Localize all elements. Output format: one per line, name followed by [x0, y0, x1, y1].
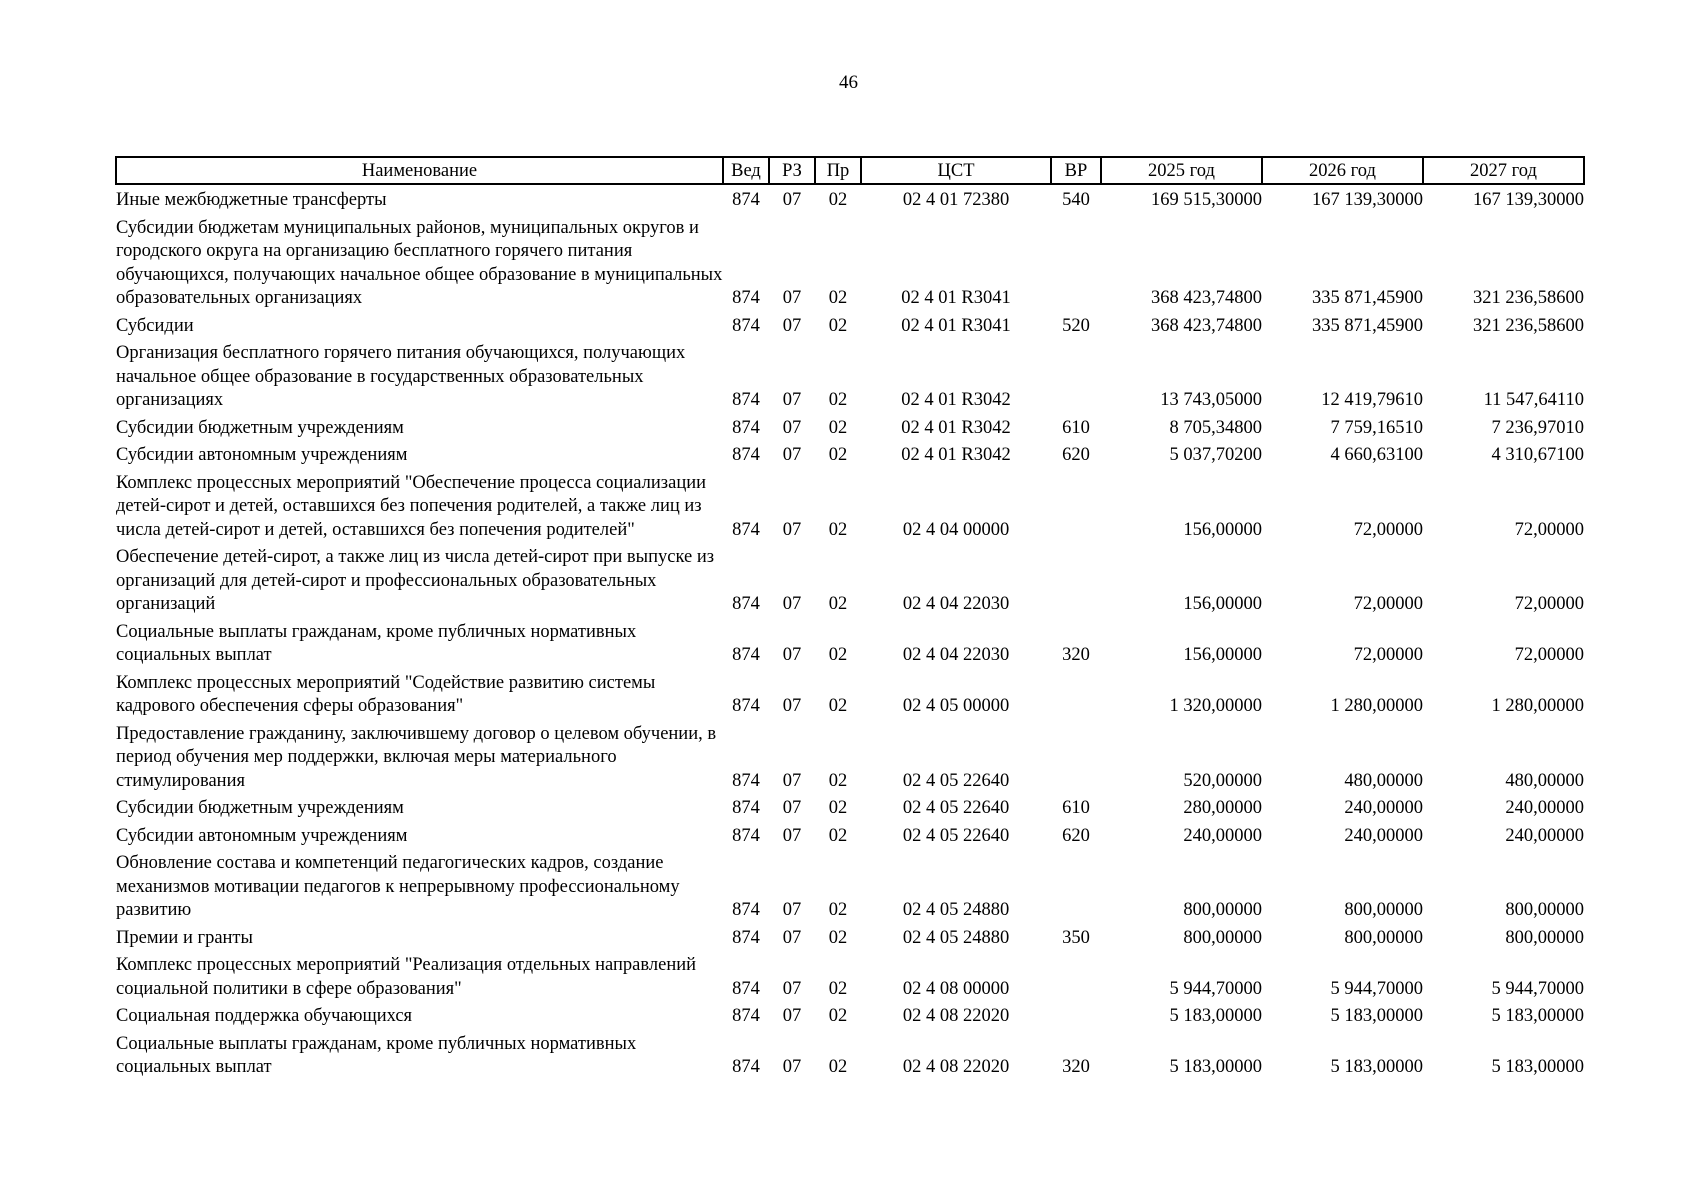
cell-ved: 874	[732, 1006, 760, 1026]
cell-name: Субсидии бюджетам муниципальных районов, муниципальных округов и городского округа на организацию бесплатного горячего питания обучающихся, получающих начальное общее образование в муниципальных образовательных организациях	[116, 217, 723, 308]
cell-pr: 02	[828, 1006, 848, 1026]
cell-pr: 02	[828, 900, 848, 920]
cell-vr	[1051, 954, 1101, 1005]
cell-rz: 07	[782, 927, 802, 948]
table-row	[116, 852, 1584, 927]
cell-vr: 520	[1062, 315, 1090, 336]
cell-vr	[1051, 472, 1101, 547]
cell-pr: 02	[828, 594, 848, 614]
cell-2026: 5 183,00000	[1330, 1057, 1423, 1077]
cell-2027: 321 236,58600	[1473, 288, 1584, 308]
table-row	[116, 1033, 1584, 1084]
cell-2025: 156,00000	[1183, 645, 1262, 665]
cell-2026: 335 871,45900	[1312, 288, 1423, 308]
cell-2027: 800,00000	[1505, 900, 1584, 920]
cell-rz: 07	[782, 696, 802, 716]
cell-2026: 800,00000	[1344, 900, 1423, 920]
cell-rz: 07	[782, 315, 802, 336]
cell-2027: 7 236,97010	[1491, 417, 1584, 438]
cell-pr: 02	[828, 770, 848, 791]
cell-cst: 02 4 08 22020	[902, 1006, 1010, 1026]
cell-vr: 620	[1062, 825, 1090, 846]
cell-name: Субсидии автономным учреждениям	[116, 445, 408, 465]
cell-2025: 8 705,34800	[1169, 417, 1262, 438]
cell-cst: 02 4 05 24880	[902, 900, 1010, 920]
cell-name: Субсидии бюджетным учреждениям	[116, 798, 404, 818]
cell-ved: 874	[732, 445, 760, 465]
cell-2027: 5 183,00000	[1491, 1057, 1584, 1077]
cell-2026: 72,00000	[1353, 519, 1423, 540]
cell-2027: 800,00000	[1505, 927, 1584, 948]
table-row	[116, 621, 1584, 672]
cell-2027: 72,00000	[1514, 594, 1584, 614]
cell-vr: 320	[1062, 1057, 1090, 1077]
cell-pr: 02	[828, 798, 848, 818]
cell-2025: 368 423,74800	[1151, 288, 1262, 308]
table-row	[116, 342, 1584, 417]
cell-name: Социальные выплаты гражданам, кроме публичных нормативных социальных выплат	[116, 621, 637, 665]
cell-ved: 874	[732, 417, 760, 438]
table-header-row	[116, 157, 1584, 184]
cell-name: Иные межбюджетные трансферты	[116, 190, 387, 210]
budget-table	[115, 156, 1585, 1084]
cell-pr: 02	[828, 645, 848, 665]
table-row	[116, 954, 1584, 1005]
cell-cst: 02 4 01 R3041	[901, 315, 1011, 336]
cell-vr	[1051, 342, 1101, 417]
cell-pr: 02	[828, 445, 848, 465]
table-body	[116, 184, 1584, 1084]
cell-2027: 72,00000	[1514, 645, 1584, 665]
cell-vr: 610	[1062, 798, 1090, 818]
table-row	[116, 184, 1584, 217]
cell-pr: 02	[828, 978, 848, 999]
cell-pr: 02	[828, 390, 848, 410]
table-row	[116, 217, 1584, 315]
cell-rz: 07	[782, 594, 802, 614]
cell-rz: 07	[782, 798, 802, 818]
cell-cst: 02 4 05 22640	[902, 798, 1010, 818]
cell-2027: 4 310,67100	[1491, 445, 1584, 465]
cell-vr: 620	[1062, 445, 1090, 465]
cell-cst: 02 4 05 00000	[902, 696, 1010, 716]
cell-ved: 874	[732, 390, 760, 410]
table-row	[116, 723, 1584, 798]
header-2027: 2027 год	[1423, 157, 1584, 184]
cell-2026: 335 871,45900	[1312, 315, 1423, 336]
cell-2026: 1 280,00000	[1330, 696, 1423, 716]
cell-cst: 02 4 05 22640	[902, 825, 1010, 846]
cell-vr	[1051, 723, 1101, 798]
cell-vr: 350	[1062, 927, 1090, 948]
table-row	[116, 417, 1584, 445]
header-pr: Пр	[815, 157, 861, 184]
cell-2027: 1 280,00000	[1491, 696, 1584, 716]
cell-2027: 5 944,70000	[1491, 978, 1584, 999]
cell-ved: 874	[732, 1057, 760, 1077]
cell-rz: 07	[782, 825, 802, 846]
cell-name: Субсидии автономным учреждениям	[116, 825, 408, 846]
cell-ved: 874	[732, 978, 760, 999]
table-row	[116, 315, 1584, 343]
cell-2026: 240,00000	[1344, 798, 1423, 818]
cell-rz: 07	[782, 288, 802, 308]
cell-pr: 02	[828, 288, 848, 308]
cell-pr: 02	[828, 417, 848, 438]
table-row	[116, 444, 1584, 472]
cell-cst: 02 4 08 00000	[902, 978, 1010, 999]
cell-2025: 5 183,00000	[1169, 1057, 1262, 1077]
cell-name: Обеспечение детей-сирот, а также лиц из числа детей-сирот при выпуске из организаций для детей-сирот и профессиональных образовательных организаций	[116, 547, 715, 614]
cell-vr: 610	[1062, 417, 1090, 438]
cell-rz: 07	[782, 1006, 802, 1026]
cell-2025: 280,00000	[1183, 798, 1262, 818]
cell-name: Премии и гранты	[116, 927, 253, 948]
cell-rz: 07	[782, 1057, 802, 1077]
cell-ved: 874	[732, 927, 760, 948]
header-ved: Вед	[723, 157, 769, 184]
page-number: 46	[839, 72, 858, 93]
table-row	[116, 797, 1584, 825]
header-rz: РЗ	[769, 157, 815, 184]
cell-name: Комплекс процессных мероприятий "Обеспечение процесса социализации детей-сирот и детей, оставшихся без попечения родителей, а также лиц из числа детей-сирот и детей, оставшихся без попечения родителей"	[116, 472, 707, 540]
cell-cst: 02 4 01 R3041	[901, 288, 1011, 308]
cell-2026: 5 944,70000	[1330, 978, 1423, 999]
cell-2025: 5 944,70000	[1169, 978, 1262, 999]
cell-ved: 874	[732, 288, 760, 308]
cell-rz: 07	[782, 390, 802, 410]
cell-rz: 07	[782, 900, 802, 920]
cell-pr: 02	[828, 825, 848, 846]
cell-cst: 02 4 05 24880	[902, 927, 1010, 948]
header-vr: ВР	[1051, 157, 1101, 184]
cell-pr: 02	[828, 190, 848, 210]
cell-2027: 5 183,00000	[1491, 1006, 1584, 1026]
cell-ved: 874	[732, 696, 760, 716]
cell-vr	[1051, 1005, 1101, 1033]
cell-name: Обновление состава и компетенций педагогических кадров, создание механизмов мотивации педагогов к непрерывному профессиональному развитию	[116, 853, 680, 920]
table-row	[116, 1005, 1584, 1033]
cell-pr: 02	[828, 696, 848, 716]
table-row	[116, 472, 1584, 547]
cell-2026: 12 419,79610	[1321, 390, 1423, 410]
cell-name: Социальные выплаты гражданам, кроме публичных нормативных социальных выплат	[116, 1033, 637, 1077]
cell-vr	[1051, 546, 1101, 621]
cell-2025: 169 515,30000	[1151, 190, 1262, 210]
cell-ved: 874	[732, 645, 760, 665]
header-2026: 2026 год	[1262, 157, 1423, 184]
cell-cst: 02 4 05 22640	[902, 770, 1010, 791]
cell-2025: 368 423,74800	[1151, 315, 1262, 336]
table-row	[116, 927, 1584, 955]
cell-2025: 800,00000	[1183, 927, 1262, 948]
table-row	[116, 546, 1584, 621]
cell-2027: 240,00000	[1505, 825, 1584, 846]
cell-cst: 02 4 08 22020	[902, 1057, 1010, 1077]
cell-2026: 480,00000	[1344, 770, 1423, 791]
cell-name: Организация бесплатного горячего питания обучающихся, получающих начальное общее образование в государственных образовательных организациях	[116, 343, 686, 410]
cell-cst: 02 4 04 00000	[902, 519, 1010, 540]
cell-name: Субсидии	[116, 315, 194, 336]
cell-2025: 240,00000	[1183, 825, 1262, 846]
cell-2027: 72,00000	[1514, 519, 1584, 540]
cell-pr: 02	[828, 927, 848, 948]
cell-name: Предоставление гражданину, заключившему договор о целевом обучении, в период обучения мер поддержки, включая меры материального стимулирования	[116, 723, 717, 791]
cell-2027: 480,00000	[1505, 770, 1584, 791]
cell-ved: 874	[732, 519, 760, 540]
cell-ved: 874	[732, 900, 760, 920]
cell-vr	[1051, 852, 1101, 927]
table-row	[116, 672, 1584, 723]
cell-vr	[1051, 672, 1101, 723]
cell-2027: 321 236,58600	[1473, 315, 1584, 336]
cell-name: Комплекс процессных мероприятий "Реализация отдельных направлений социальной политики в сфере образования"	[116, 955, 697, 999]
cell-vr: 540	[1062, 190, 1090, 210]
cell-name: Комплекс процессных мероприятий "Содействие развитию системы кадрового обеспечения сферы образования"	[116, 672, 656, 716]
cell-2025: 520,00000	[1183, 770, 1262, 791]
cell-pr: 02	[828, 519, 848, 540]
cell-2026: 240,00000	[1344, 825, 1423, 846]
cell-2025: 5 037,70200	[1169, 445, 1262, 465]
cell-ved: 874	[732, 594, 760, 614]
cell-2025: 13 743,05000	[1160, 390, 1262, 410]
cell-2025: 800,00000	[1183, 900, 1262, 920]
cell-ved: 874	[732, 315, 760, 336]
cell-rz: 07	[782, 417, 802, 438]
cell-rz: 07	[782, 190, 802, 210]
cell-2026: 167 139,30000	[1312, 190, 1423, 210]
cell-ved: 874	[732, 770, 760, 791]
cell-ved: 874	[732, 825, 760, 846]
cell-vr: 320	[1062, 645, 1090, 665]
cell-2026: 800,00000	[1344, 927, 1423, 948]
header-name: Наименование	[116, 157, 723, 184]
cell-2025: 5 183,00000	[1169, 1006, 1262, 1026]
cell-2027: 11 547,64110	[1483, 390, 1584, 410]
cell-2027: 167 139,30000	[1473, 190, 1584, 210]
cell-cst: 02 4 01 72380	[902, 190, 1010, 210]
cell-2026: 72,00000	[1353, 594, 1423, 614]
cell-pr: 02	[828, 315, 848, 336]
cell-rz: 07	[782, 645, 802, 665]
cell-2025: 156,00000	[1183, 594, 1262, 614]
cell-rz: 07	[782, 978, 802, 999]
cell-cst: 02 4 04 22030	[902, 645, 1010, 665]
cell-cst: 02 4 04 22030	[902, 594, 1010, 614]
cell-cst: 02 4 01 R3042	[901, 390, 1011, 410]
cell-cst: 02 4 01 R3042	[901, 417, 1011, 438]
table-row	[116, 825, 1584, 853]
cell-rz: 07	[782, 445, 802, 465]
cell-2027: 240,00000	[1505, 798, 1584, 818]
cell-vr	[1051, 217, 1101, 315]
cell-name: Социальная поддержка обучающихся	[116, 1006, 413, 1026]
cell-2026: 4 660,63100	[1330, 445, 1423, 465]
cell-2026: 5 183,00000	[1330, 1006, 1423, 1026]
cell-2025: 156,00000	[1183, 519, 1262, 540]
cell-rz: 07	[782, 519, 802, 540]
cell-name: Субсидии бюджетным учреждениям	[116, 417, 404, 438]
header-2025: 2025 год	[1101, 157, 1262, 184]
cell-ved: 874	[732, 190, 760, 210]
cell-cst: 02 4 01 R3042	[901, 445, 1011, 465]
header-cst: ЦСТ	[861, 157, 1051, 184]
cell-2026: 7 759,16510	[1330, 417, 1423, 438]
cell-2026: 72,00000	[1353, 645, 1423, 665]
cell-2025: 1 320,00000	[1169, 696, 1262, 716]
cell-ved: 874	[732, 798, 760, 818]
cell-pr: 02	[828, 1057, 848, 1077]
cell-rz: 07	[782, 770, 802, 791]
